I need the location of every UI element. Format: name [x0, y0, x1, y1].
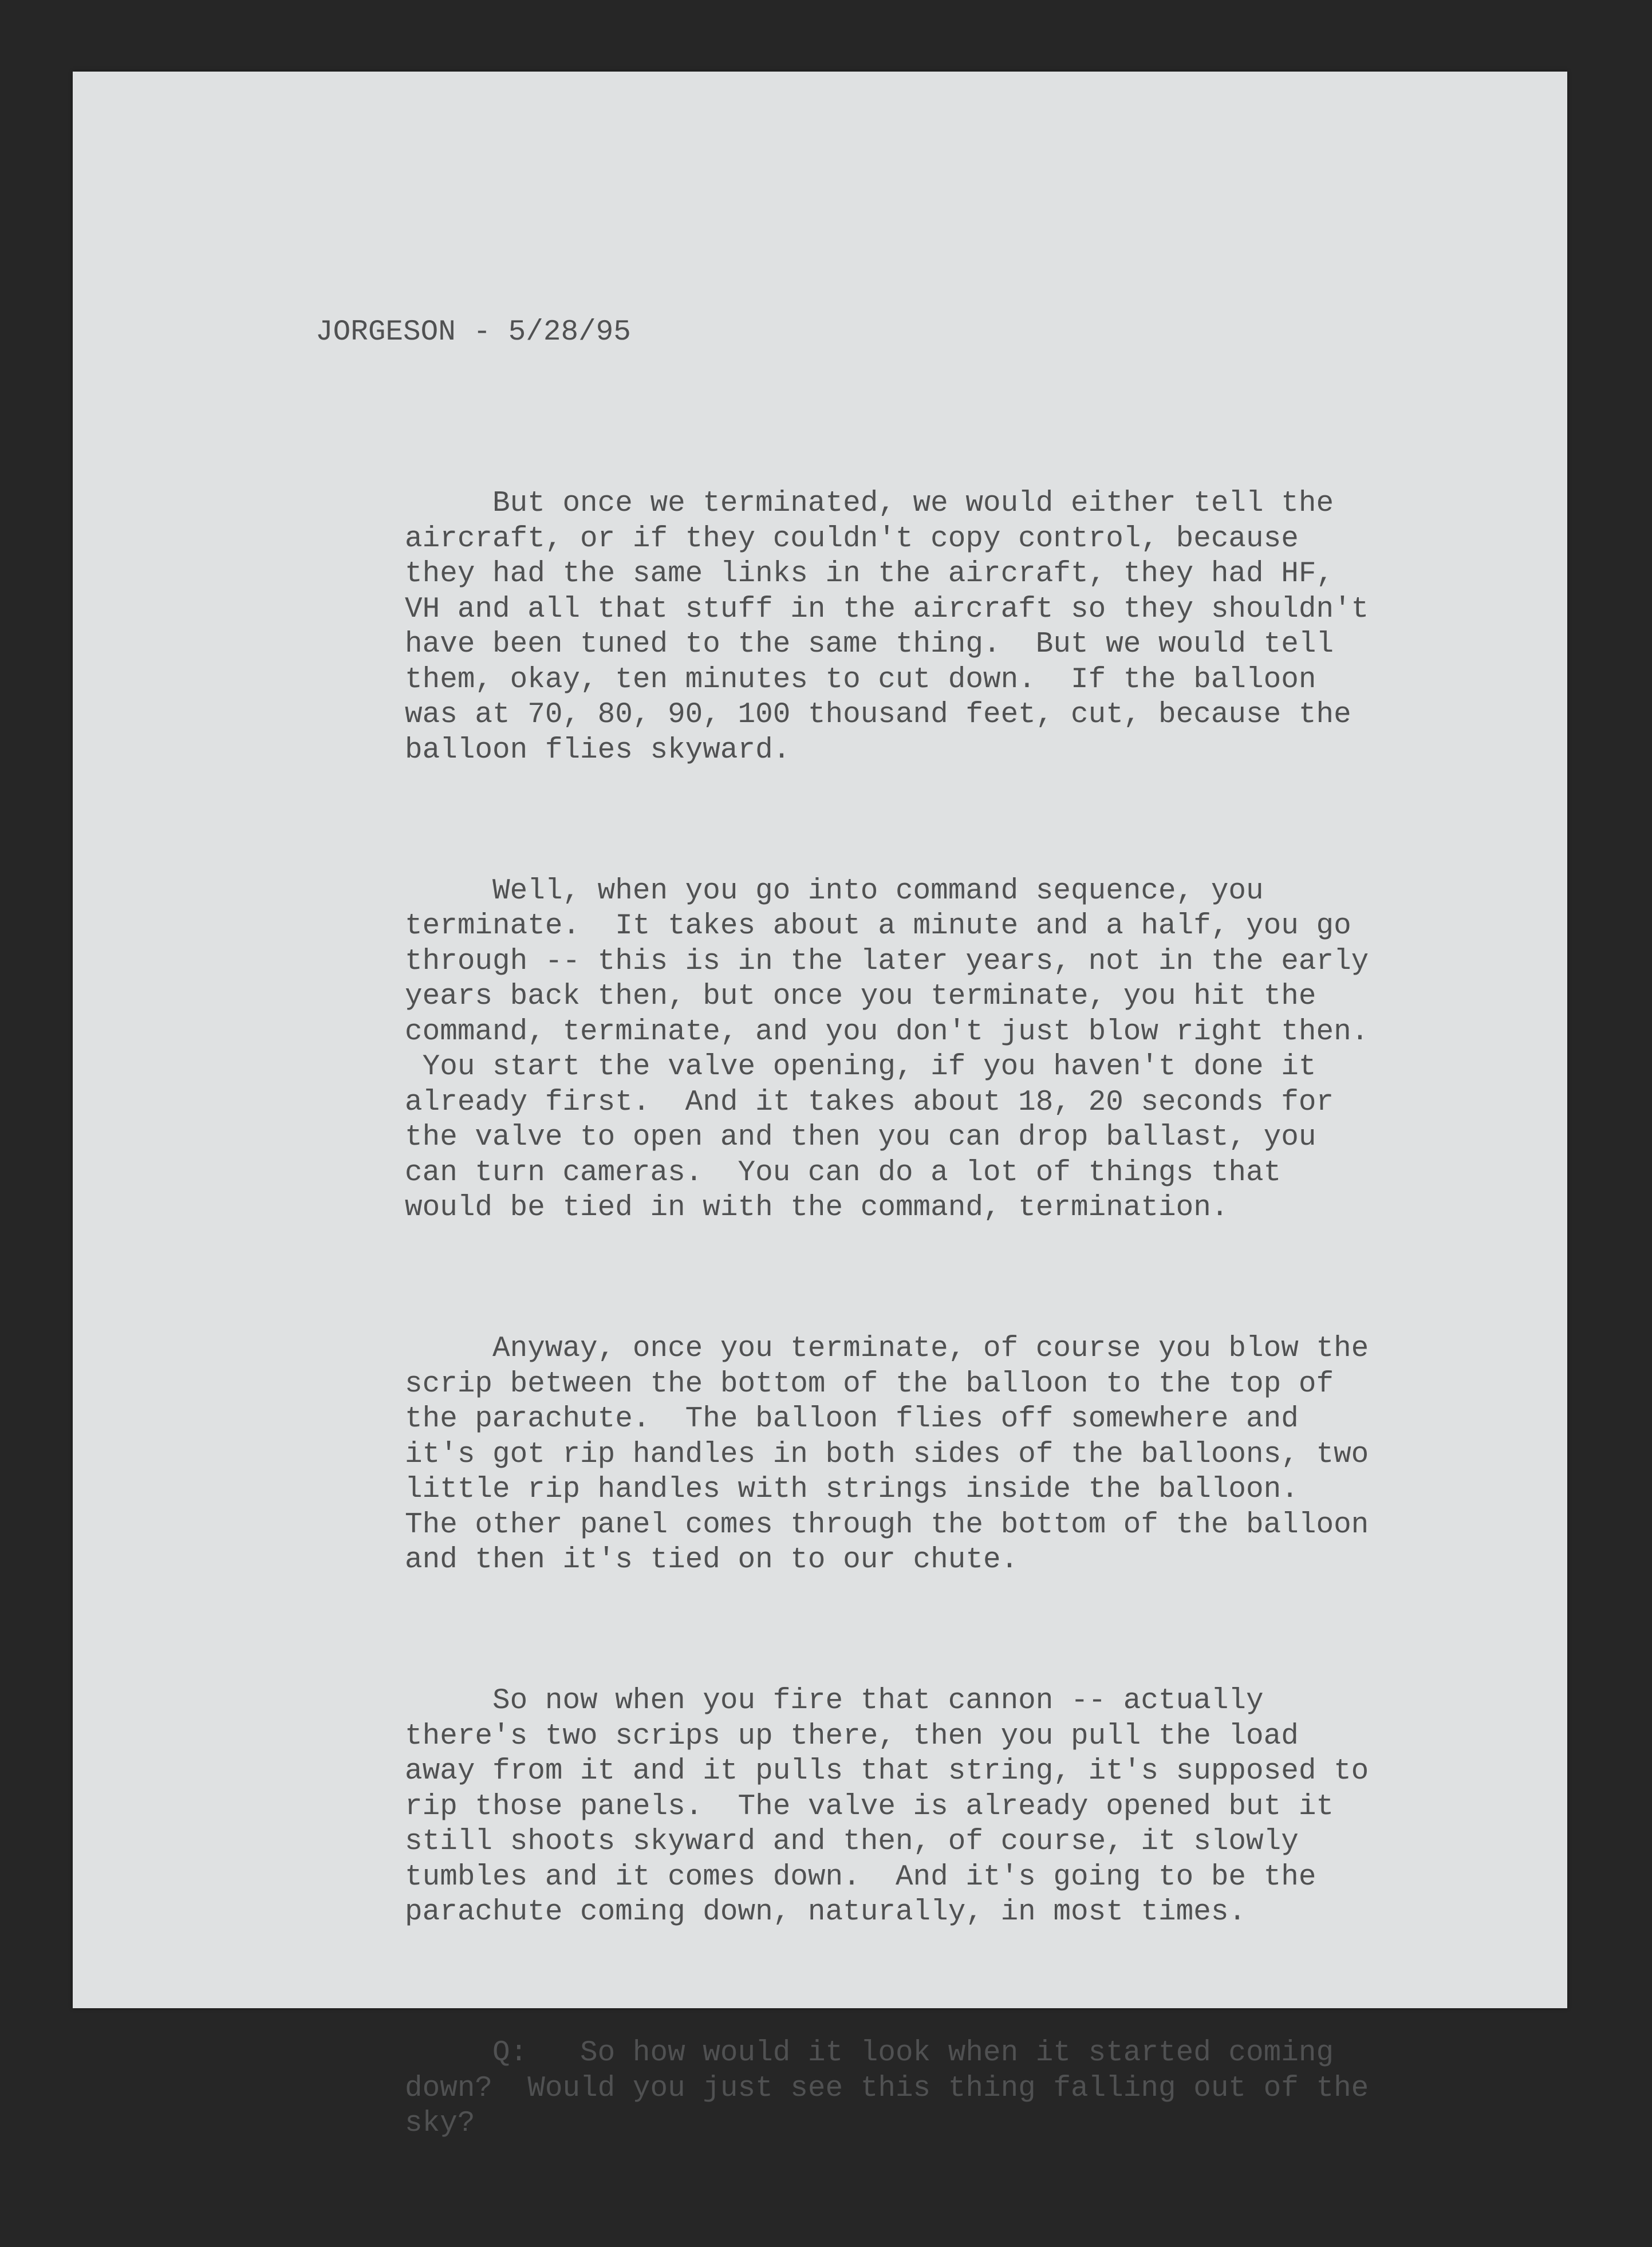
page-header: JORGESON - 5/28/95 — [316, 316, 631, 349]
paragraph-2: Well, when you go into command sequence, you terminate. It takes about a minute and a half, you go through -- this is in the later years, not in the early years back then, but once you terminate, you hit the command, terminate, and you don't just blow right then. You start the valve opening, if you haven't done it already first. And it takes about 18, 20 seconds for the valve to open and then you can drop ballast, you can turn cameras. You can do a lot of things that would be tied in with the command, termination. — [405, 874, 1369, 1224]
paragraph-3: Anyway, once you terminate, of course you blow the scrip between the bottom of the balloon to the top of the parachute. The balloon flies off somewhere and it's got rip handles in both sides of the balloons, two little rip handles with strings inside the balloon. The other panel comes through the bottom of the balloon and then it's tied on to our chute. — [405, 1333, 1369, 1576]
paragraph-5: Q: So how would it look when it started coming down? Would you just see this thing falling out of the sky? — [405, 2037, 1369, 2140]
document-body — [405, 416, 1395, 2247]
paragraph-4: So now when you fire that cannon -- actually there's two scrips up there, then you pull the load away from it and it pulls that string, it's supposed to rip those panels. The valve is already opened but it still shoots skyward and then, of course, it slowly tumbles and it comes down. And it's going to be the parachute coming down, naturally, in most times. — [405, 1685, 1369, 1929]
document-page — [73, 72, 1567, 2140]
paragraph-1: But once we terminated, we would either tell the aircraft, or if they couldn't copy control, because they had the same links in the aircraft, they had HF, VH and all that stuff in the aircraft so they shouldn't have been tuned to the same thing. But we would tell them, okay, ten minutes to cut down. If the balloon was at 70, 80, 90, 100 thousand feet, cut, because the balloon flies skyward. — [405, 487, 1369, 767]
